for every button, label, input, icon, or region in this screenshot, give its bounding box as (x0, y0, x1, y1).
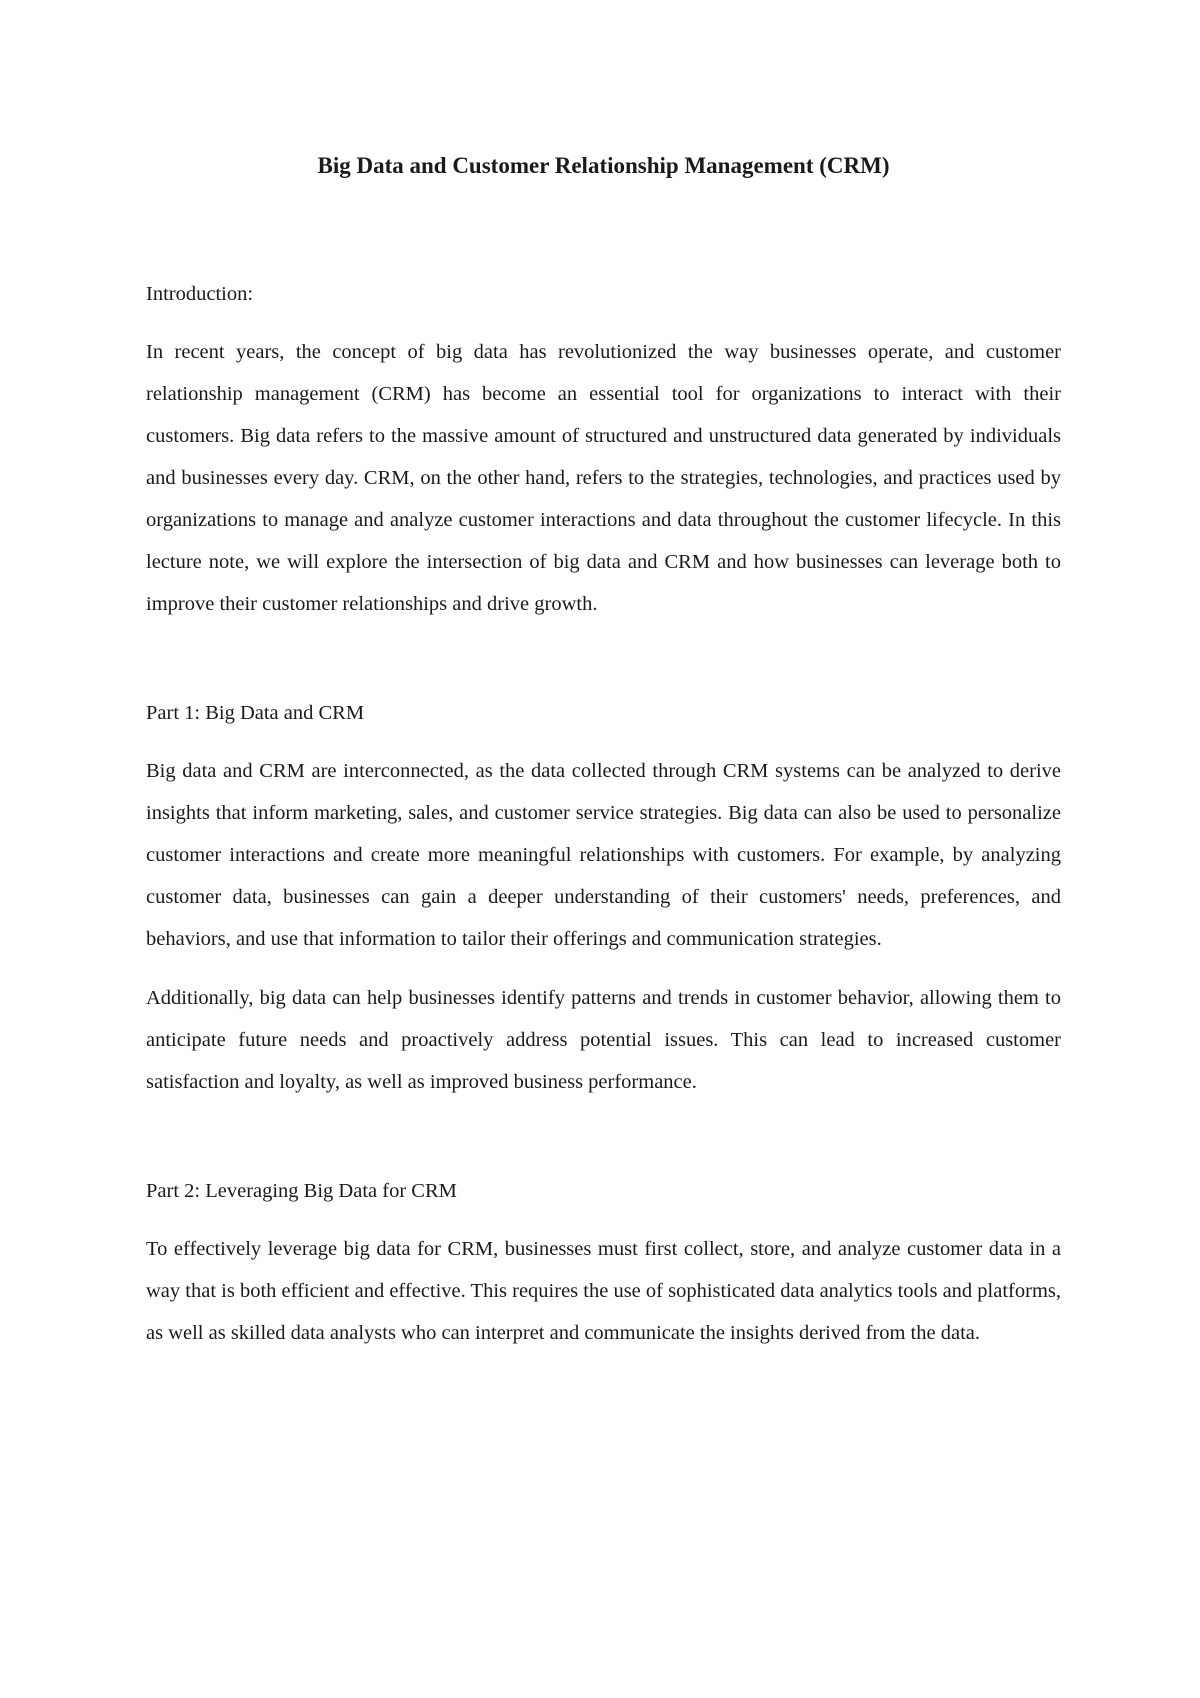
section-part-1 (146, 699, 1061, 1103)
part-1-paragraph-2: Additionally, big data can help businesses identify patterns and trends in customer behavior, allowing them to anticipate future needs and proactively address potential issues. This can lead to increased customer satisfaction and loyalty, as well as improved business performance. (146, 987, 1061, 1093)
section-part-2 (146, 1177, 1061, 1354)
section-introduction (146, 280, 1061, 625)
section-heading-part-2: Part 2: Leveraging Big Data for CRM (146, 1180, 457, 1202)
part-1-paragraph-1: Big data and CRM are interconnected, as the data collected through CRM systems can be analyzed to derive insights that inform marketing, sales, and customer service strategies. Big data can also be used to personalize customer interactions and create more meaningful relationships with customers. For example, by analyzing customer data, businesses can gain a deeper understanding of their customers' needs, preferences, and behaviors, and use that information to tailor their offerings and communication strategies. (146, 760, 1061, 950)
part-2-paragraph-1: To effectively leverage big data for CRM, businesses must first collect, store, and analyze customer data in a way that is both efficient and effective. This requires the use of sophisticated data analytics tools and platforms, as well as skilled data analysts who can interpret and communicate the insights derived from the data. (146, 1238, 1061, 1344)
section-heading-part-1: Part 1: Big Data and CRM (146, 702, 365, 724)
introduction-paragraph: In recent years, the concept of big data has revolutionized the way businesses operate, and customer relationship management (CRM) has become an essential tool for organizations to interact with their customers. Big data refers to the massive amount of structured and unstructured data generated by individuals and businesses every day. CRM, on the other hand, refers to the strategies, technologies, and practices used by organizations to manage and analyze customer interactions and data throughout the customer lifecycle. In this lecture note, we will explore the intersection of big data and CRM and how businesses can leverage both to improve their customer relationships and drive growth. (146, 341, 1061, 615)
document-content (146, 150, 1061, 1354)
document-title: Big Data and Customer Relationship Management (CRM) (317, 153, 890, 178)
section-heading-introduction: Introduction: (146, 283, 254, 305)
